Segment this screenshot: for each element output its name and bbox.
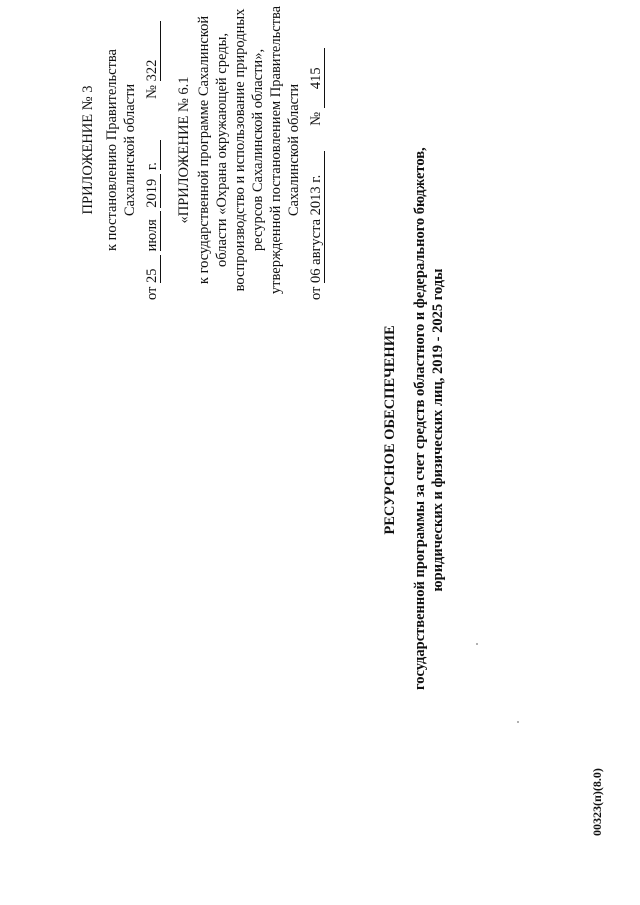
annex-number: 322 [145,21,161,81]
sub-annex-line: Сахалинской области [286,83,302,217]
annex-year: 2019 [145,174,161,208]
sub-annex-line: к государственной программе Сахалинской [196,15,212,285]
sub-annex-date-line [308,0,325,300]
scan-speck [476,643,478,645]
annex-num-label: № [144,85,160,99]
title-subline-2: юридических и физических лиц, 2019 - 2025 годы [430,268,446,592]
annex-date-line [144,0,161,300]
sub-annex-heading: «ПРИЛОЖЕНИЕ № 6.1 [176,76,192,224]
sub-annex-date: 06 августа 2013 г. [309,151,325,283]
annex-block [80,0,340,300]
sub-annex-num-label: № [308,111,324,126]
annex-line-2: Сахалинской области [122,83,138,217]
sub-annex-line: утвержденной постановлением Правительства [268,5,284,295]
document-title: РЕСУРСНОЕ ОБЕСПЕЧЕНИЕ [382,325,398,535]
annex-day: 25 [145,255,161,283]
annex-line-1: к постановлению Правительства [104,49,120,251]
sub-annex-line: воспроизводство и использование природных [232,8,248,292]
form-code: 00323(п)(8.0) [590,768,604,836]
sub-annex-line: области «Охрана окружающей среды, [214,33,230,267]
sub-annex-from-label: от [308,286,324,300]
annex-heading: ПРИЛОЖЕНИЕ № 3 [80,85,96,215]
title-subline-1: государственной программы за счет средств областного и федерального бюджетов, [412,147,428,690]
scan-speck [517,721,519,723]
sub-annex-line: ресурсов Сахалинской области», [250,48,266,252]
annex-month: июля [145,211,161,251]
sub-annex-number: 415 [309,48,325,108]
title-block [382,147,462,690]
annex-year-suffix: г. [145,140,161,170]
annex-from-label: от [144,286,160,300]
